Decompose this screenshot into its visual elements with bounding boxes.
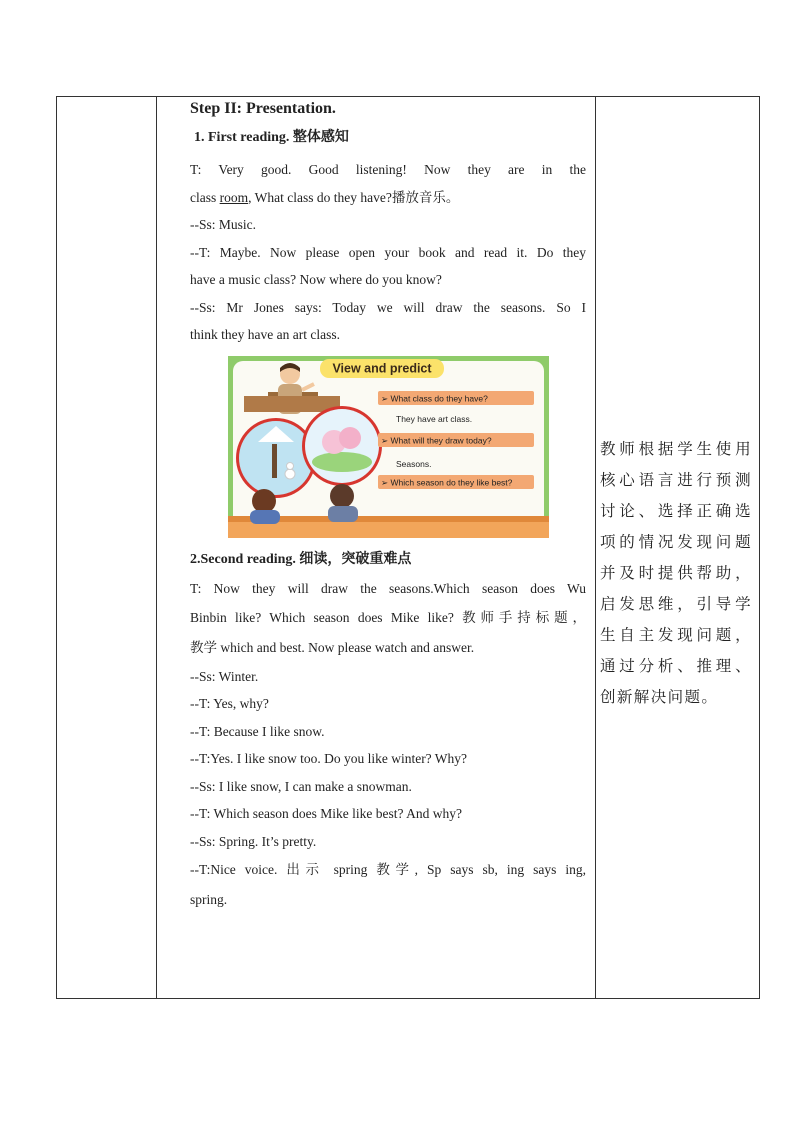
student-2-head xyxy=(330,484,354,508)
para-line: --Ss: Music. xyxy=(190,217,257,232)
para-line: spring. xyxy=(190,892,228,907)
para-line: class room, What class do they have?播放音乐。 xyxy=(190,189,460,205)
para-line: --T:Nice voice. 出示 spring 教学, Sp says sb, ing says ing, xyxy=(190,862,586,877)
student-1-head xyxy=(252,489,276,513)
para-line: Binbin like? Which season does Mike like? 教师手持标题， xyxy=(190,609,586,625)
grass xyxy=(312,452,372,472)
teacher-note: 教师根据学生使用核心语言进行预测讨论、选择正确选项的情况发现问题并及时提供帮助，启发思维，引导学生自主发现问题，通过分析、推理、创新解决问题。 xyxy=(600,440,752,706)
lesson-content xyxy=(190,96,586,349)
a1-text: They have art class. xyxy=(396,414,473,424)
para-line: --T: Yes, why? xyxy=(190,696,269,711)
second-reading-heading: 2.Second reading. 细读，突破重难点 xyxy=(190,552,412,567)
student-2-body xyxy=(328,506,358,522)
para-line: --Ss: I like snow, I can make a snowman. xyxy=(190,778,412,794)
q2-text: ➢ What will they draw today? xyxy=(381,435,492,446)
snowman-head xyxy=(287,463,294,470)
para-line: --T: Maybe. Now please open your book and read it. Do they xyxy=(190,244,586,260)
column-divider-1 xyxy=(156,97,157,998)
first-reading-heading: 1. First reading. 整体感知 xyxy=(194,130,349,145)
para-line: T: Now they will draw the seasons.Which season does Wu xyxy=(190,581,586,596)
tree-trunk xyxy=(272,444,277,478)
blossom-2 xyxy=(339,427,361,449)
snowman-body xyxy=(285,469,295,479)
para-line: --Ss: Winter. xyxy=(190,668,259,684)
para-line: 教学 which and best. Now please watch and answer. xyxy=(190,639,475,655)
para-line: --Ss: Mr Jones says: Today we will draw the seasons. So I xyxy=(190,299,586,315)
para-line: think they have an art class. xyxy=(190,327,340,342)
q3-text: ➢ Which season do they like best? xyxy=(381,477,513,488)
step-title: Step II: Presentation. xyxy=(190,100,336,117)
para-line: T: Very good. Good listening! Now they are in the xyxy=(190,162,586,177)
para-line: --Ss: Spring. It’s pretty. xyxy=(190,833,317,849)
banner-text: View and predict xyxy=(332,361,432,376)
para-line: have a music class? Now where do you know? xyxy=(190,272,442,287)
student-1-body xyxy=(250,510,280,524)
classroom-illustration xyxy=(228,356,549,538)
q1-text: ➢ What class do they have? xyxy=(381,393,488,404)
lesson-content-2 xyxy=(190,545,586,915)
column-divider-2 xyxy=(595,97,596,998)
para-line: --T: Which season does Mike like best? And why? xyxy=(190,806,463,821)
para-line: --T:Yes. I like snow too. Do you like winter? Why? xyxy=(190,751,468,766)
a2-text: Seasons. xyxy=(396,459,432,469)
view-and-predict-image xyxy=(228,356,549,538)
para-line: --T: Because I like snow. xyxy=(190,723,325,739)
